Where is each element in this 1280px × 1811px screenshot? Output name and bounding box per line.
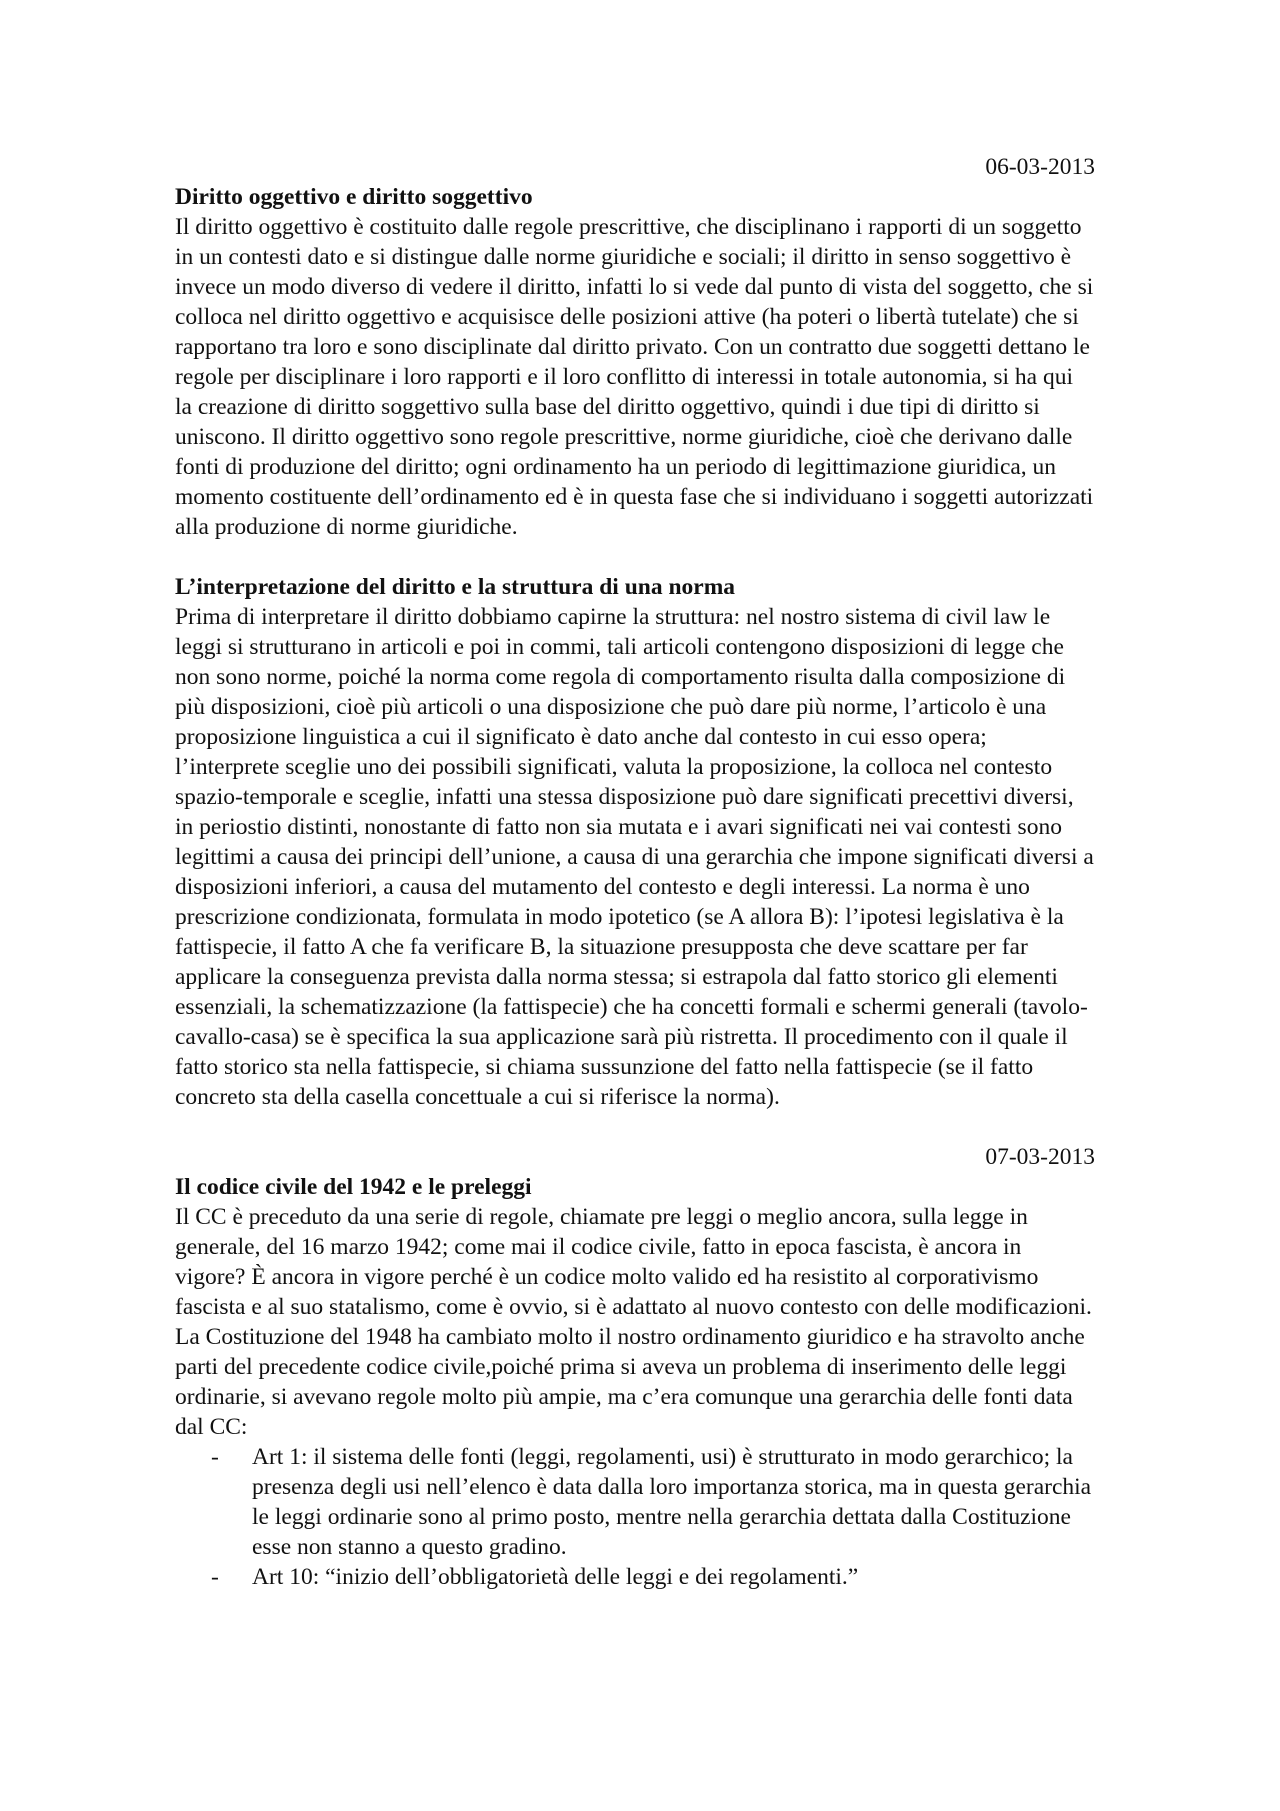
list-bullet: -	[211, 1444, 219, 1470]
section-heading: Il codice civile del 1942 e le preleggi	[175, 1174, 532, 1200]
section-date: 06-03-2013	[985, 154, 1095, 180]
paragraph-spacer	[175, 1112, 1095, 1142]
list-item	[175, 1562, 1095, 1592]
list-item-text: Art 10: “inizio dell’obbligatorietà delle leggi e dei regolamenti.”	[252, 1564, 859, 1590]
bullet-list	[175, 1442, 1095, 1592]
section-date: 07-03-2013	[985, 1144, 1095, 1170]
list-bullet: -	[211, 1564, 219, 1590]
section-heading: L’interpretazione del diritto e la struttura di una norma	[175, 574, 736, 600]
paragraph-spacer	[175, 542, 1095, 572]
section-paragraph: Il CC è preceduto da una serie di regole, chiamate pre leggi o meglio ancora, sulla legge in generale, del 16 marzo 1942; come mai il codice civile, fatto in epoca fascista, è ancora in vigore? È ancora in vigore perché è un codice molto valido ed ha resistito al corporativismo fascista e al suo statalismo, come è ovvio, si è adattato al nuovo contesto con delle modificazioni. La Costituzione del 1948 ha cambiato molto il nostro ordinamento giuridico e ha stravolto anche parti del precedente codice civile,poiché prima si aveva un problema di inserimento delle leggi ordinarie, si avevano regole molto più ampie, ma c’era comunque una gerarchia delle fonti data dal CC:	[175, 1204, 1092, 1440]
section-paragraph: Il diritto oggettivo è costituito dalle regole prescrittive, che disciplinano i rapporti di un soggetto in un contesti dato e si distingue dalle norme giuridiche e sociali; il diritto in senso soggettivo è invece un modo diverso di vedere il diritto, infatti lo si vede dal punto di vista del soggetto, che si colloca nel diritto oggettivo e acquisisce delle posizioni attive (ha poteri o libertà tutelate) che si rapportano tra loro e sono disciplinate dal diritto privato. Con un contratto due soggetti dettano le regole per disciplinare i loro rapporti e il loro conflitto di interessi in totale autonomia, si ha qui la creazione di diritto soggettivo sulla base del diritto oggettivo, quindi i due tipi di diritto si uniscono. Il diritto oggettivo sono regole prescrittive, norme giuridiche, cioè che derivano dalle fonti di produzione del diritto; ogni ordinamento ha un periodo di legittimazione giuridica, un momento costituente dell’ordinamento ed è in questa fase che si individuano i soggetti autorizzati alla produzione di norme giuridiche.	[175, 214, 1094, 540]
list-item-text: Art 1: il sistema delle fonti (leggi, regolamenti, usi) è strutturato in modo gerarchico; la presenza degli usi nell’elenco è data dalla loro importanza storica, ma in questa gerarchia le leggi ordinarie sono al primo posto, mentre nella gerarchia dettata dalla Costituzione esse non stanno a questo gradino.	[252, 1444, 1092, 1560]
document-content	[175, 152, 1095, 1592]
list-item	[175, 1442, 1095, 1562]
section-paragraph: Prima di interpretare il diritto dobbiamo capirne la struttura: nel nostro sistema di civil law le leggi si strutturano in articoli e poi in commi, tali articoli contengono disposizioni di legge che non sono norme, poiché la norma come regola di comportamento risulta dalla composizione di più disposizioni, cioè più articoli o una disposizione che può dare più norme, l’articolo è una proposizione linguistica a cui il significato è dato anche dal contesto in cui esso opera; l’interprete sceglie uno dei possibili significati, valuta la proposizione, la colloca nel contesto spazio-temporale e sceglie, infatti una stessa disposizione può dare significati precettivi diversi, in periostio distinti, nonostante di fatto non sia mutata e i avari significati nei vai contesti sono legittimi a causa dei principi dell’unione, a causa di una gerarchia che impone significati diversi a disposizioni inferiori, a causa del mutamento del contesto e degli interessi. La norma è uno prescrizione condizionata, formulata in modo ipotetico (se A allora B): l’ipotesi legislativa è la fattispecie, il fatto A che fa verificare B, la situazione presupposta che deve scattare per far applicare la conseguenza prevista dalla norma stessa; si estrapola dal fatto storico gli elementi essenziali, la schematizzazione (la fattispecie) che ha concetti formali e schermi generali (tavolo-cavallo-casa) se è specifica la sua applicazione sarà più ristretta. Il procedimento con il quale il fatto storico sta nella fattispecie, si chiama sussunzione del fatto nella fattispecie (se il fatto concreto sta della casella concettuale a cui si riferisce la norma).	[175, 604, 1094, 1110]
section-heading: Diritto oggettivo e diritto soggettivo	[175, 184, 533, 210]
